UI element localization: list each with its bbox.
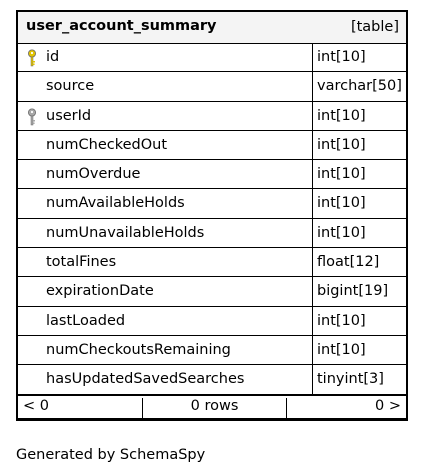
column-type: float[12] <box>317 254 380 271</box>
column-list <box>18 43 406 395</box>
column-divider <box>312 248 313 276</box>
column-divider <box>312 131 313 159</box>
row-count: 0 rows <box>190 398 239 414</box>
column-name: numCheckedOut <box>46 136 168 153</box>
column-type: int[10] <box>317 341 366 358</box>
column-divider <box>312 336 313 364</box>
column-type: int[10] <box>317 49 366 65</box>
column-row[interactable] <box>18 336 406 365</box>
column-name: id <box>46 49 60 65</box>
column-row[interactable] <box>18 102 406 131</box>
footer-divider <box>286 398 287 418</box>
column-type: varchar[50] <box>317 78 402 95</box>
column-row[interactable] <box>18 189 406 218</box>
column-divider <box>312 189 313 217</box>
column-type: int[10] <box>317 107 366 124</box>
column-name: userId <box>46 107 92 124</box>
column-row[interactable] <box>18 72 406 101</box>
column-name: source <box>46 78 95 95</box>
column-row[interactable] <box>18 307 406 336</box>
column-type: int[10] <box>317 195 366 212</box>
column-type: tinyint[3] <box>317 371 384 388</box>
column-name: expirationDate <box>46 283 154 300</box>
column-divider <box>312 72 313 100</box>
column-name: numAvailableHolds <box>46 195 185 212</box>
column-type: bigint[19] <box>317 283 389 300</box>
column-row[interactable] <box>18 248 406 277</box>
column-name: numUnavailableHolds <box>46 224 205 241</box>
column-type: int[10] <box>317 224 366 241</box>
generated-by-note: Generated by SchemaSpy <box>16 447 206 463</box>
column-divider <box>312 160 313 188</box>
column-name: totalFines <box>46 254 117 271</box>
foreign-key-icon <box>27 108 37 126</box>
column-row[interactable] <box>18 277 406 306</box>
column-divider <box>312 102 313 130</box>
column-row[interactable] <box>18 365 406 394</box>
column-divider <box>312 43 313 71</box>
column-name: hasUpdatedSavedSearches <box>46 371 245 388</box>
column-name: lastLoaded <box>46 312 126 329</box>
parents-count[interactable]: < 0 <box>23 398 49 414</box>
table-entity <box>16 10 408 421</box>
table-footer <box>18 395 406 418</box>
column-row[interactable] <box>18 219 406 248</box>
column-row[interactable] <box>18 43 406 72</box>
table-header <box>18 12 406 44</box>
children-count[interactable]: 0 > <box>375 398 401 414</box>
table-name[interactable]: user_account_summary <box>26 18 217 34</box>
column-divider <box>312 277 313 305</box>
column-divider <box>312 365 313 393</box>
column-row[interactable] <box>18 131 406 160</box>
column-divider <box>312 307 313 335</box>
column-row[interactable] <box>18 160 406 189</box>
column-type: int[10] <box>317 136 366 153</box>
column-divider <box>312 219 313 247</box>
table-type-label: [table] <box>350 19 399 35</box>
primary-key-icon <box>27 49 37 67</box>
column-name: numCheckoutsRemaining <box>46 341 231 358</box>
column-type: int[10] <box>317 166 366 183</box>
column-name: numOverdue <box>46 166 141 183</box>
column-type: int[10] <box>317 312 366 329</box>
